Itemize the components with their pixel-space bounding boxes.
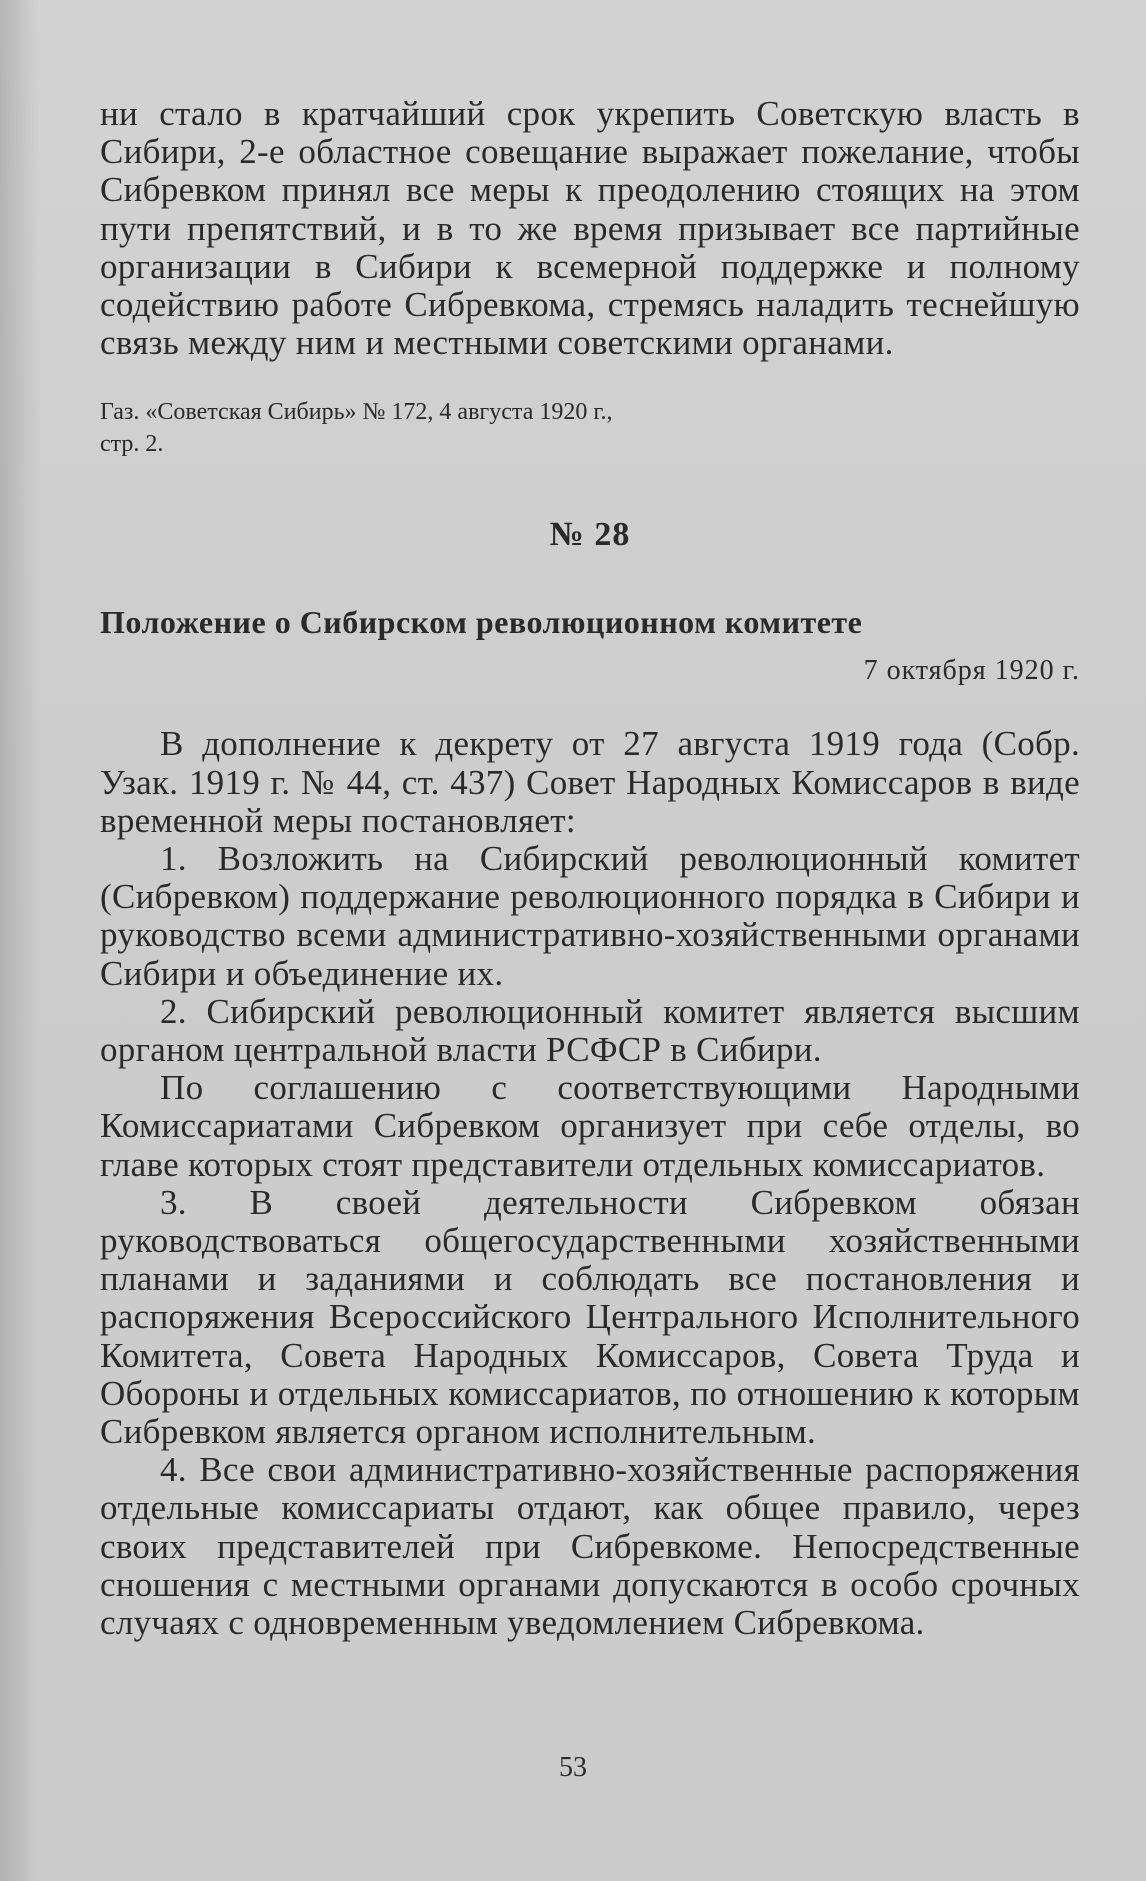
document-title: Положение о Сибирском революционном комитете	[100, 604, 863, 641]
body-paragraph: В дополнение к декрету от 27 августа 1919 года (Собр. Узак. 1919 г. № 44, ст. 437) Совет Народных Комиссаров в виде временной меры постановляет:	[100, 724, 1080, 840]
body-paragraph: 3. В своей деятельности Сибревком обязан руководствоваться общегосударственными хозяйственными планами и заданиями и соблюдать все постановления и распоряжения Всероссийского Центрального Исполнительного Комитета, Совета Народных Комиссаров, Совета Труда и Обороны и отдельных комиссариатов, по отношению к которым Сибревком является органом исполнительным.	[100, 1182, 1080, 1452]
page-number: 53	[559, 1752, 587, 1783]
document-number: № 28	[549, 516, 631, 554]
document-body	[100, 725, 1080, 1642]
body-paragraph: 1. Возложить на Сибирский революционный комитет (Сибревком) поддержание революционного порядка в Сибири и руководство всеми административно-хозяйственными органами Сибири и объединение их.	[100, 839, 1080, 993]
page-content	[100, 95, 1080, 1642]
body-paragraph: 4. Все свои административно-хозяйственные распоряжения отдельные комиссариаты отдают, как общее правило, через своих представителей при Сибревкоме. Непосредственные сношения с местными органами допускаются в особо срочных случаях с одновременным уведомлением Сибревкома.	[100, 1450, 1080, 1643]
body-paragraph: 2. Сибирский революционный комитет является высшим органом центральной власти РСФСР в Сибири.	[100, 991, 1080, 1070]
body-paragraph: По соглашению с соответствующими Народными Комиссариатами Сибревком организует при себе отделы, во главе которых стоят представители отдельных комиссариатов.	[100, 1068, 1080, 1184]
document-date: 7 октября 1920 г.	[863, 655, 1080, 687]
source-citation: Газ. «Советская Сибирь» № 172, 4 августа 1920 г., стр. 2.	[100, 399, 613, 458]
top-paragraph: ни стало в кратчайший срок укрепить Советскую власть в Сибири, 2-е областное совещание выражает пожелание, чтобы Сибревком принял все меры к преодолению стоящих на этом пути препятствий, и в то же время призывает все партийные организации в Сибири к всемерной поддержке и полному содействию работе Сибревкома, стремясь наладить теснейшую связь между ним и местными советскими органами.	[100, 94, 1080, 363]
